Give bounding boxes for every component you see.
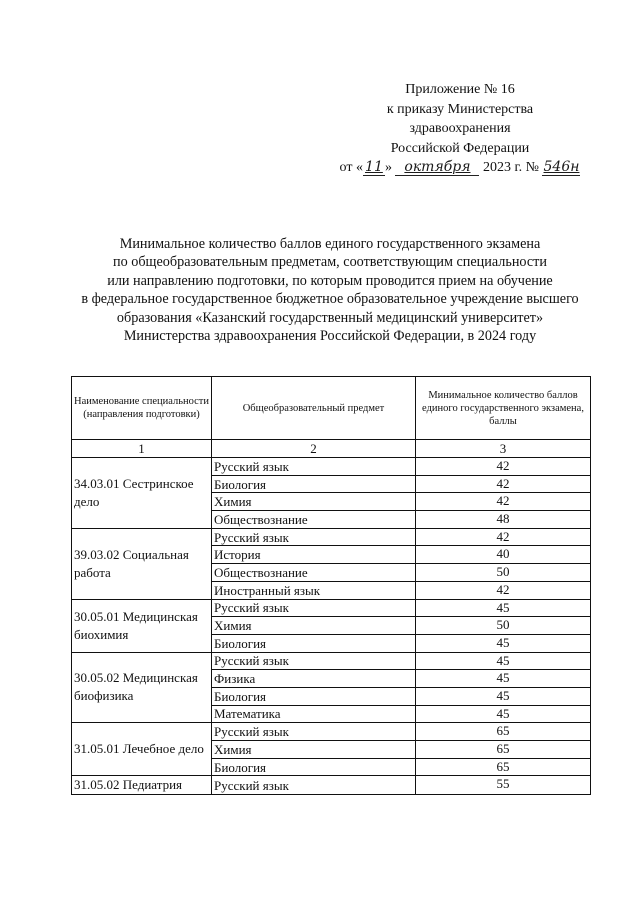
subject-cell: Биология [212, 475, 416, 493]
subject-cell: Химия [212, 617, 416, 635]
specialty-cell: 34.03.01 Сестринское дело [72, 458, 212, 529]
header-specialty: Наименование специальности (направления подготовки) [72, 377, 212, 440]
table-row [72, 776, 591, 795]
title-line: в федеральное государственное бюджетное образовательное учреждение высшего [81, 291, 579, 308]
subject-cell: Русский язык [212, 776, 416, 795]
date-mid: » [384, 160, 392, 175]
title-line: Министерства здравоохранения Российской Федерации, в 2024 году [123, 328, 537, 345]
table-row [72, 652, 591, 670]
subject-cell: Обществознание [212, 511, 416, 529]
appendix-header [330, 80, 590, 178]
document-title [40, 235, 620, 345]
subject-cell: Биология [212, 758, 416, 776]
title-line: Минимальное количество баллов единого государственного экзамена [119, 236, 541, 252]
order-number: 546н [543, 159, 580, 175]
table-row [72, 599, 591, 617]
score-cell: 55 [416, 776, 591, 795]
subject-cell: Русский язык [212, 723, 416, 741]
score-cell: 40 [416, 546, 591, 564]
date-day: 11 [363, 159, 385, 176]
subject-cell: Русский язык [212, 652, 416, 670]
score-cell: 42 [416, 493, 591, 511]
column-number: 2 [212, 440, 416, 458]
specialty-cell: 31.05.01 Лечебное дело [72, 723, 212, 776]
score-cell: 50 [416, 617, 591, 635]
score-cell: 48 [416, 511, 591, 529]
score-cell: 65 [416, 741, 591, 759]
subject-cell: Биология [212, 687, 416, 705]
header-min-score: Минимальное количество баллов единого государственного экзамена, баллы [416, 377, 591, 440]
header-subject: Общеобразовательный предмет [212, 377, 416, 440]
appendix-country: Российской Федерации [390, 140, 530, 156]
score-cell: 45 [416, 687, 591, 705]
date-year: 2023 г. № [482, 160, 539, 175]
table-header-row [72, 377, 591, 440]
subject-cell: История [212, 546, 416, 564]
table-row [72, 723, 591, 741]
subject-cell: Обществознание [212, 564, 416, 582]
date-prefix: от « [339, 160, 363, 175]
subject-cell: Русский язык [212, 528, 416, 546]
table-row [72, 528, 591, 546]
subject-cell: Иностранный язык [212, 581, 416, 599]
title-line: или направлению подготовки, по которым проводится прием на обучение [107, 272, 553, 289]
score-cell: 45 [416, 634, 591, 652]
score-cell: 50 [416, 564, 591, 582]
specialty-cell: 31.05.02 Педиатрия [72, 776, 212, 795]
score-cell: 65 [416, 758, 591, 776]
subject-cell: Химия [212, 493, 416, 511]
title-line: образования «Казанский государственный медицинский университет» [116, 309, 544, 326]
subject-cell: Физика [212, 670, 416, 688]
specialty-cell: 39.03.02 Социальная работа [72, 528, 212, 599]
column-number: 1 [72, 440, 212, 458]
table-body [72, 440, 591, 795]
score-cell: 45 [416, 705, 591, 723]
appendix-number: Приложение № 16 [405, 82, 515, 97]
order-date-line [330, 158, 590, 178]
column-number: 3 [416, 440, 591, 458]
subject-cell: Биология [212, 634, 416, 652]
score-cell: 42 [416, 475, 591, 493]
min-scores-table [71, 376, 591, 795]
score-cell: 45 [416, 652, 591, 670]
column-number-row [72, 440, 591, 458]
appendix-order-ref: к приказу Министерства [386, 101, 534, 117]
score-cell: 42 [416, 528, 591, 546]
specialty-cell: 30.05.01 Медицинская биохимия [72, 599, 212, 652]
subject-cell: Математика [212, 705, 416, 723]
score-cell: 45 [416, 670, 591, 688]
score-cell: 42 [416, 581, 591, 599]
subject-cell: Химия [212, 741, 416, 759]
appendix-ministry: здравоохранения [409, 121, 511, 136]
subject-cell: Русский язык [212, 458, 416, 476]
score-cell: 65 [416, 723, 591, 741]
subject-cell: Русский язык [212, 599, 416, 617]
table-row [72, 458, 591, 476]
score-cell: 42 [416, 458, 591, 476]
score-cell: 45 [416, 599, 591, 617]
specialty-cell: 30.05.02 Медицинская биофизика [72, 652, 212, 723]
date-month: октября [395, 159, 479, 176]
title-line: по общеобразовательным предметам, соответствующим специальности [113, 254, 547, 271]
